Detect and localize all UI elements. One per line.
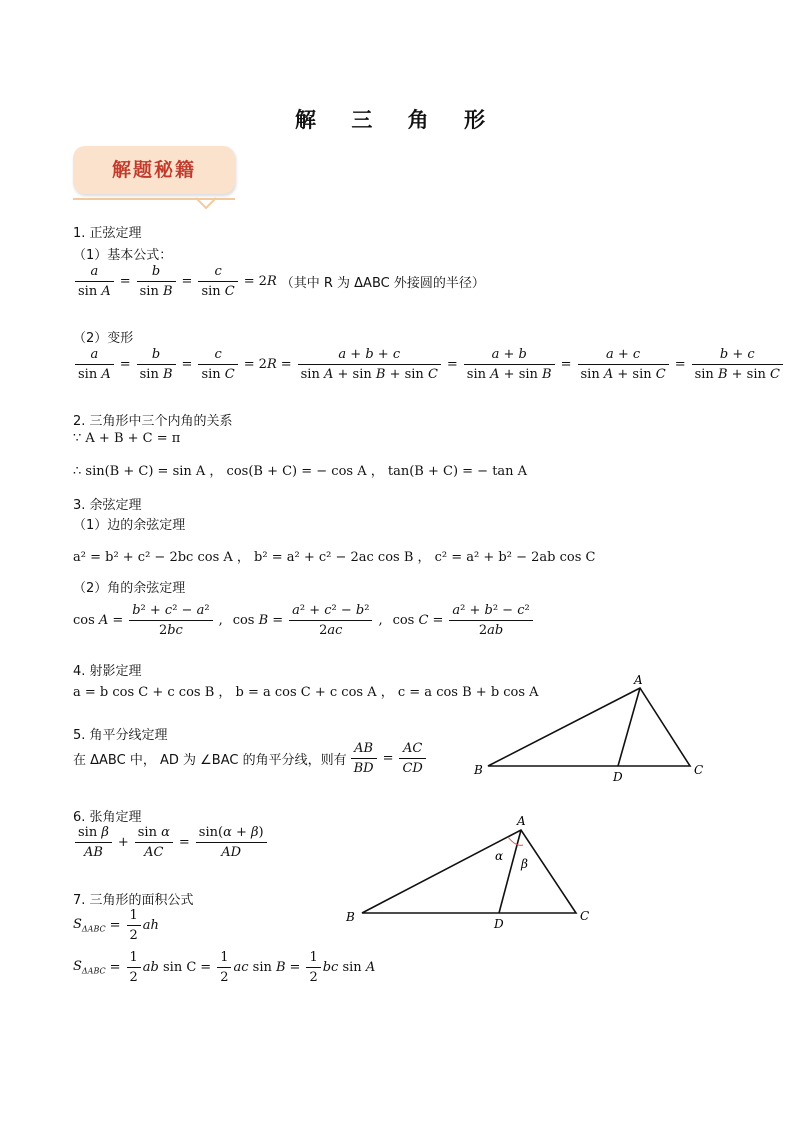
projection-law: a = b cos C + c cos B ， b = a cos C + c cos A ， c = a cos B + b cos A	[73, 685, 539, 700]
fig1-label-c: C	[694, 763, 704, 777]
bisector-triangle-figure	[470, 670, 710, 785]
tension-angle-theorem: $\frac{\text{sin β}}{AB}$ + $\frac{\text{sin α}}{AC}$ = $\frac{\sin(\alpha + \beta)}{AD}$	[73, 825, 269, 860]
bisector-text: 在 ΔABC 中， AD 为 ∠BAC 的角平分线，则有	[73, 753, 347, 768]
sine-law-formula: $\frac{a}{\text{sin A}}$ = $\frac{b}{\text{sin B}}$ = $\frac{c}{\text{sin C}}$ = 2R （其中 R 为 ΔABC 外接圆的半径）	[73, 264, 485, 299]
badge-pointer-icon	[196, 196, 216, 210]
fig1-label-d: D	[613, 770, 623, 784]
section-3-heading: 3. 余弦定理	[73, 498, 142, 513]
fig2-label-d: D	[494, 917, 504, 931]
cosine-law-angles: cos A = $\frac{\text{b² + c² − a²}}{2bc}$ , cos B = $\frac{\text{a² + c² − b²}}{2ac}$ , cos C = $\frac{\text{a² + b² − c²}}{2ab}$	[73, 603, 535, 638]
angle-sum: ∵ A + B + C = π	[73, 431, 181, 446]
cosine-law-sides: a² = b² + c² − 2bc cos A ， b² = a² + c² − 2ac cos B ， c² = a² + b² − 2ab cos C	[73, 550, 596, 565]
fig2-label-alpha: α	[495, 849, 504, 863]
section-1-sub2: （2）变形	[73, 331, 134, 346]
section-3-sub1: （1）边的余弦定理	[73, 518, 186, 533]
section-2-heading: 2. 三角形中三个内角的关系	[73, 414, 233, 429]
badge-label: 解题秘籍	[111, 159, 196, 181]
section-6-heading: 6. 张角定理	[73, 810, 142, 825]
section-badge	[73, 146, 235, 194]
section-1-sub1: （1）基本公式：	[73, 248, 173, 263]
fig2-label-b: B	[346, 910, 355, 924]
area-formula-2: $S_{\Delta ABC}$ = $\frac{1}{2}$ ab sin C = $\frac{1}{2}$ ac sin B = $\frac{1}{2}$ bc sin A	[73, 950, 376, 985]
section-3-sub2: （2）角的余弦定理	[73, 581, 186, 596]
fig2-label-a: A	[517, 814, 526, 828]
sine-law-variant: $\frac{a}{\text{sin A}}$ = $\frac{b}{\text{sin B}}$ = $\frac{c}{\text{sin C}}$ = 2R = $\frac{a + b + c}{\text{sin A + sin B + sin C}}$ = $\frac{a + b}{\text{sin A + sin B}}$ = $\frac{a + c}{\text{sin A + sin C}}$ = $\frac{b + c}{\text{sin B + sin C}}$	[73, 347, 785, 382]
section-1-heading: 1. 正弦定理	[73, 226, 142, 241]
fig2-label-beta: β	[521, 857, 528, 871]
section-4-heading: 4. 射影定理	[73, 664, 142, 679]
area-formula-1: $S_{\Delta ABC}$ = $\frac{1}{2}$ ah	[73, 908, 159, 943]
page-title: 解 三 角 形	[295, 108, 499, 132]
section-7-heading: 7. 三角形的面积公式	[73, 893, 194, 908]
tension-angle-figure	[340, 810, 600, 935]
fig1-label-b: B	[474, 763, 483, 777]
bisector-theorem: 在 ΔABC 中， AD 为 ∠BAC 的角平分线，则有 $\frac{AB}{BD}$ = $\frac{AC}{CD}$	[73, 741, 428, 776]
fig1-label-a: A	[634, 673, 643, 687]
angle-identities: ∴ sin(B + C) = sin A ， cos(B + C) = − cos A ， tan(B + C) = − tan A	[73, 464, 528, 479]
sine-law-note: （其中 R 为 ΔABC 外接圆的半径）	[280, 276, 485, 291]
section-5-heading: 5. 角平分线定理	[73, 728, 168, 743]
fig2-label-c: C	[580, 909, 590, 923]
